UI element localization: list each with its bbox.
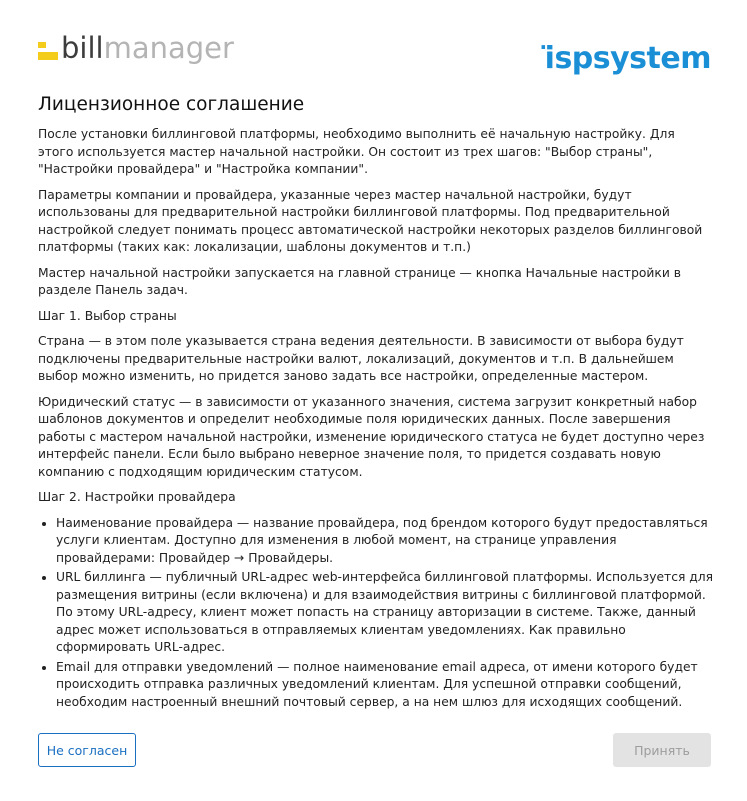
list-item: • Наименование провайдера — название провайдера, под брендом которого будут предоставляться услуги клиентам. Доступно для изменения в любой момент, на странице управления провайдерами: Провайдер → Провайдеры. bbox=[56, 515, 714, 568]
paragraph-wizard-start: Мастер начальной настройки запускается на главной странице — кнопка Начальные настройки в разделе Панель задач. bbox=[38, 265, 681, 297]
step1-heading: Шаг 1. Выбор страны bbox=[38, 308, 177, 323]
billmanager-logo bbox=[38, 33, 234, 63]
paragraph-intro: После установки биллинговой платформы, необходимо выполнить её начальную настройку. Для этого используется мастер начальной настройки. Он состоит из трех шагов: "Выбор страны", "Настройки провайдера" и "Настройка компании". bbox=[38, 127, 675, 176]
license-content bbox=[38, 92, 714, 710]
accept-button[interactable]: Принять bbox=[613, 733, 711, 767]
list-item: • Email для отправки уведомлений — полное наименование email адреса, от имени которого будет происходить отправка различных уведомлений клиентам. Для успешной отправки сообщений, необходим настроенный внешний почтовый сервер, а на нем шлюз для исходящих сообщений. bbox=[56, 659, 714, 711]
logo-manager-text: manager bbox=[103, 31, 234, 65]
provider-settings-list bbox=[38, 515, 714, 711]
logo-bill-text: bill bbox=[61, 31, 104, 65]
paragraph-country: Страна — в этом поле указывается страна ведения деятельности. В зависимости от выбора будут подключены предварительные настройки валют, локализаций, документов и т.п. В дальнейшем выбор можно изменить, но придется заново задать все настройки, определенные мастером. bbox=[38, 334, 684, 383]
ispsystem-wordmark: ispsystem bbox=[544, 41, 711, 76]
page-title: Лицензионное соглашение bbox=[38, 94, 305, 115]
paragraph-params: Параметры компании и провайдера, указанные через мастер начальной настройки, будут использованы для предварительной настройки биллинговой платформы. Под предварительной настройкой следует понимать процесс автоматической настройки некоторых разделов биллинговой платформы (таких как: локализации, шаблоны документов и т.п.) bbox=[38, 187, 703, 254]
paragraph-legal-status: Юридический статус — в зависимости от указанного значения, система загрузит конкретный набор шаблонов документов и определит необходимые поля юридических данных. После завершения работы с мастером начальной настройки, изменение юридического статуса не будет доступно через интерфейс панели. Если было выбрано неверное значение поля, то придется создавать новую компанию с подходящим юридическим статусом. bbox=[38, 394, 705, 479]
step2-heading: Шаг 2. Настройки провайдера bbox=[38, 490, 236, 504]
billmanager-mark-icon bbox=[38, 42, 58, 60]
ispsystem-dot: · bbox=[539, 35, 547, 59]
header bbox=[0, 0, 747, 80]
ispsystem-logo bbox=[540, 30, 711, 76]
list-item: • URL биллинга — публичный URL-адрес web-интерфейса биллинговой платформы. Используется для размещения витрины (если включена) и для взаимодействия витрины с биллинговой платформой. По этому URL-адресу, клиент может попасть на страницу авторизации в системе. Также, данный адрес может использоваться в отправляемых клиентам уведомлениях. Как правильно сформировать URL-адрес. bbox=[56, 569, 714, 657]
billmanager-wordmark bbox=[61, 33, 234, 63]
decline-button[interactable]: Не согласен bbox=[38, 733, 136, 767]
